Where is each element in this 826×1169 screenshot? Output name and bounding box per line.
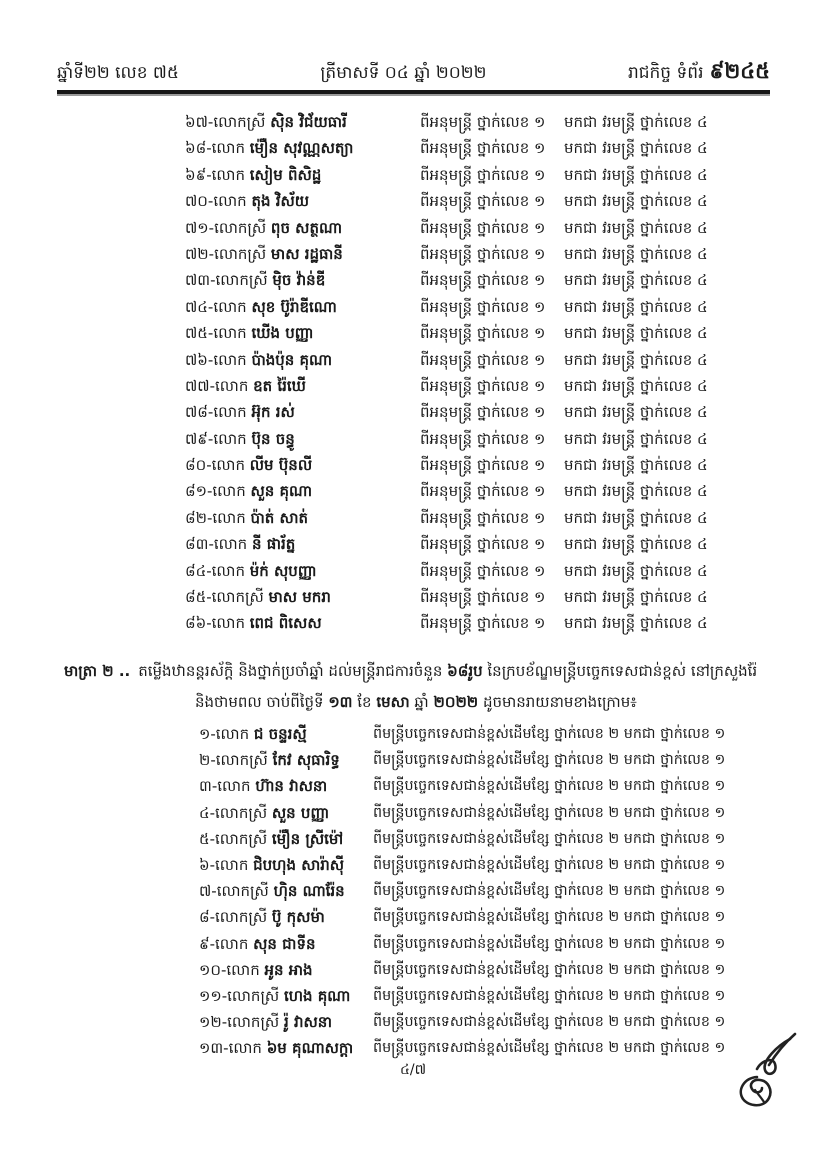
article-2-segment: ឆ្នាំ (409, 693, 434, 711)
list-item (0, 241, 826, 267)
rank-from: ពីអនុមន្ត្រី ថ្នាក់លេខ ១ (420, 561, 546, 580)
rank-from: ពីអនុមន្ត្រី ថ្នាក់លេខ ១ (420, 482, 546, 501)
rank-to: មកជា វរមន្ត្រី ថ្នាក់លេខ ៤ (564, 535, 708, 554)
rank-to: មកជា វរមន្ត្រី ថ្នាក់លេខ ៤ (564, 350, 708, 369)
person-name: មាស រដ្ឋធានី (270, 244, 343, 263)
list-item (0, 505, 826, 531)
list-item (0, 452, 826, 478)
article-2-bold-segment: ១៣ (328, 693, 353, 711)
person-entry (185, 320, 314, 346)
list-item (0, 957, 826, 983)
rank-change-description: ពីមន្ត្រីបច្ចេកទេសជាន់ខ្ពស់ដើមខ្សែ ថ្នាក់លេខ ២ មកជា ថ្នាក់លេខ ១ (373, 935, 726, 952)
person-entry (185, 558, 317, 584)
entry-number-title: ៨៤-លោក (185, 561, 250, 580)
person-entry (199, 878, 345, 904)
person-entry (185, 399, 295, 425)
entry-number-title: ៦៩-លោក (185, 165, 250, 184)
header-divider-rule (57, 90, 770, 94)
person-entry (199, 931, 316, 957)
article-2-bold-segment: ៦៨រូប (447, 662, 483, 680)
person-name: ហ៊ាន វាសនា (255, 777, 328, 796)
rank-to: មកជា វរមន្ត្រី ថ្នាក់លេខ ៤ (564, 244, 708, 263)
person-entry (185, 162, 321, 188)
person-name: ជិបហុង សារ៉ាស៊ី (253, 855, 345, 874)
rank-from: ពីអនុមន្ត្រី ថ្នាក់លេខ ១ (420, 535, 546, 554)
list-item (0, 904, 826, 930)
person-name: នី ផារ័ត្ន (251, 535, 296, 554)
person-name: ឃើង បញ្ញា (251, 324, 314, 343)
entry-number-title: ៧៣-លោកស្រី (185, 271, 273, 290)
rank-change-description: ពីមន្ត្រីបច្ចេកទេសជាន់ខ្ពស់ដើមខ្សែ ថ្នាក់លេខ ២ មកជា ថ្នាក់លេខ ១ (373, 987, 726, 1004)
rank-to: មកជា វរមន្ត្រី ថ្នាក់លេខ ៤ (564, 192, 708, 211)
entry-number-title: ៦៨-លោក (185, 139, 250, 158)
person-name: ម៉ក់ សុបញ្ញា (249, 561, 317, 580)
entry-number-title: ៧៨-លោក (185, 403, 252, 422)
list-item (0, 983, 826, 1009)
article-2-text (138, 662, 757, 711)
person-entry (199, 957, 313, 983)
person-entry (185, 452, 312, 478)
list-item (0, 773, 826, 799)
person-entry (185, 347, 332, 373)
entry-number-title: ៧៤-លោក (185, 297, 252, 316)
entry-number-title: ៣-លោក (199, 777, 256, 796)
person-name: ម៉ិច វ៉ាន់ឌី (272, 271, 326, 290)
list-item (0, 747, 826, 773)
rank-to: មកជា វរមន្ត្រី ថ្នាក់លេខ ៤ (564, 561, 708, 580)
person-entry (199, 852, 344, 878)
person-entry (185, 109, 347, 135)
entry-number-title: ១៣-លោក (199, 1039, 267, 1058)
person-name: ៦ម គុណាសក្តា (266, 1039, 354, 1058)
rank-to: មកជា វរមន្ត្រី ថ្នាក់លេខ ៤ (564, 376, 708, 395)
article-2-label: មាត្រា ២ .. (64, 662, 131, 680)
list-item (0, 826, 826, 852)
person-name: ម៉ឿន ស្រីម៉ៅ (271, 829, 344, 848)
person-name: ពេជ ពិសេស (249, 614, 322, 633)
person-name: ម៉ឿន សុវណ្ណសត្យា (249, 139, 354, 158)
header-gazette-page-number: ៩២៤៥ (709, 59, 770, 83)
rank-from: ពីអនុមន្ត្រី ថ្នាក់លេខ ១ (420, 508, 546, 527)
list-item (0, 373, 826, 399)
person-entry (185, 267, 325, 293)
person-name: សៀម ពិសិដ្ឋ (249, 165, 322, 184)
person-entry (185, 531, 295, 557)
rank-from: ពីអនុមន្ត្រី ថ្នាក់លេខ ១ (420, 192, 546, 211)
rank-from: ពីអនុមន្ត្រី ថ្នាក់លេខ ១ (420, 324, 546, 343)
list-item (0, 878, 826, 904)
entry-number-title: ៤-លោកស្រី (199, 803, 272, 822)
person-entry (185, 373, 306, 399)
rank-change-description: ពីមន្ត្រីបច្ចេកទេសជាន់ខ្ពស់ដើមខ្សែ ថ្នាក់លេខ ២ មកជា ថ្នាក់លេខ ១ (373, 909, 726, 926)
entry-number-title: ១០-លោក (199, 960, 265, 979)
list-item (0, 320, 826, 346)
person-entry (185, 135, 353, 161)
rank-from: ពីអនុមន្ត្រី ថ្នាក់លេខ ១ (420, 403, 546, 422)
person-name: សួន បញ្ញា (271, 803, 330, 822)
person-name: ហេង គុណា (283, 986, 351, 1005)
entry-number-title: ៦-លោក (199, 855, 254, 874)
person-name: ប៉ាងប៉ុន គុណា (251, 350, 333, 369)
list-item (0, 852, 826, 878)
rank-to: មកជា វរមន្ត្រី ថ្នាក់លេខ ៤ (564, 482, 708, 501)
article-2-segment: ខែ (352, 693, 377, 711)
person-name: លីម ប៊ុនលី (249, 456, 313, 475)
person-name: ស៊ិន វិជ័យធារី (270, 113, 347, 131)
article-2-bold-segment: ២០២២ (433, 693, 479, 711)
person-entry (185, 584, 331, 610)
person-name: សួន គុណា (250, 482, 313, 501)
rank-change-description: ពីមន្ត្រីបច្ចេកទេសជាន់ខ្ពស់ដើមខ្សែ ថ្នាក់លេខ ២ មកជា ថ្នាក់លេខ ១ (373, 726, 726, 742)
header-gazette-page-ref (628, 58, 770, 89)
rank-to: មកជា វរមន្ត្រី ថ្នាក់លេខ ៤ (564, 271, 708, 290)
rank-to: មកជា វរមន្ត្រី ថ្នាក់លេខ ៤ (564, 139, 708, 158)
person-name: ឧត រ៉ៃឃើ (253, 376, 306, 395)
person-name: ហ៊ិន ណារ៉ែន (273, 882, 345, 901)
rank-from: ពីអនុមន្ត្រី ថ្នាក់លេខ ១ (420, 429, 546, 448)
rank-from: ពីអនុមន្ត្រី ថ្នាក់លេខ ១ (420, 244, 546, 263)
person-entry (185, 478, 312, 504)
person-name: អ៊ុក រស់ (251, 403, 295, 422)
rank-from: ពីអនុមន្ត្រី ថ្នាក់លេខ ១ (420, 271, 546, 290)
rank-from: ពីអនុមន្ត្រី ថ្នាក់លេខ ១ (420, 456, 546, 475)
entry-number-title: ៧-លោកស្រី (199, 882, 274, 901)
entry-number-title: ៨៦-លោក (185, 614, 250, 633)
list-item (0, 721, 826, 747)
person-name: សុខ ប៊ូរ៉ាឌីណោ (251, 297, 337, 316)
person-entry (199, 1009, 332, 1035)
person-entry (185, 610, 322, 636)
person-name: ប៊ុន ចន្ធូ (251, 429, 295, 448)
list-item (0, 558, 826, 584)
article-2-segment: ដូចមានរាយនាមខាងក្រោម៖ (478, 693, 637, 711)
list-item (0, 267, 826, 293)
entry-number-title: ៨២-លោក (185, 508, 251, 527)
person-entry (185, 241, 343, 267)
article-2-segment: នៃក្របខ័ណ្ឌមន្ត្រីបច្ចេកទេសជាន់ខ្ពស់ នៅក្រសួងរ៉ែ និងថាមពល ចាប់ពីថ្ងៃទី (195, 662, 758, 711)
rank-to: មកជា វរមន្ត្រី ថ្នាក់លេខ ៤ (564, 218, 708, 237)
entry-number-title: ២-លោកស្រី (199, 751, 273, 770)
list-item (0, 188, 826, 214)
person-entry (199, 904, 325, 930)
list-item (0, 478, 826, 504)
entry-number-title: ៧៧-លោក (185, 376, 254, 395)
rank-to: មកជា វរមន្ត្រី ថ្នាក់លេខ ៤ (564, 588, 708, 607)
person-name: ប៉ាត់ សាត់ (250, 508, 309, 527)
person-entry (185, 188, 309, 214)
rank-change-description: ពីមន្ត្រីបច្ចេកទេសជាន់ខ្ពស់ដើមខ្សែ ថ្នាក់លេខ ២ មកជា ថ្នាក់លេខ ១ (373, 830, 726, 847)
entry-number-title: ៥-លោកស្រី (199, 829, 272, 848)
list-item (0, 800, 826, 826)
rank-to: មកជា វរមន្ត្រី ថ្នាក់លេខ ៤ (564, 456, 708, 475)
entry-number-title: ៨-លោកស្រី (199, 908, 272, 927)
person-name: អូន អាង (264, 960, 313, 979)
person-name: មាស មករា (268, 588, 331, 607)
rank-to: មកជា វរមន្ត្រី ថ្នាក់លេខ ៤ (564, 324, 708, 343)
rank-from: ពីអនុមន្ត្រី ថ្នាក់លេខ ១ (420, 588, 546, 607)
promotion-list-2 (0, 721, 826, 1061)
person-entry (199, 826, 343, 852)
list-item (0, 931, 826, 957)
person-name: ជ ចន្ទរស្មី (253, 725, 307, 743)
rank-from: ពីអនុមន្ត្រី ថ្នាក់លេខ ១ (420, 165, 546, 184)
person-entry (185, 505, 308, 531)
rank-change-description: ពីមន្ត្រីបច្ចេកទេសជាន់ខ្ពស់ដើមខ្សែ ថ្នាក់លេខ ២ មកជា ថ្នាក់លេខ ១ (373, 778, 726, 795)
list-item (0, 610, 826, 636)
rank-from: ពីអនុមន្ត្រី ថ្នាក់លេខ ១ (420, 376, 546, 395)
person-entry (199, 773, 327, 799)
rank-to: មកជា វរមន្ត្រី ថ្នាក់លេខ ៤ (564, 165, 708, 184)
rank-change-description: ពីមន្ត្រីបច្ចេកទេសជាន់ខ្ពស់ដើមខ្សែ ថ្នាក់លេខ ២ មកជា ថ្នាក់លេខ ១ (373, 883, 726, 900)
list-item (0, 109, 826, 135)
entry-number-title: ៧៥-លោក (185, 324, 252, 343)
list-item (0, 531, 826, 557)
person-entry (185, 294, 337, 320)
list-item (0, 1035, 826, 1061)
header-quarter-year: ត្រីមាសទី ០៤ ឆ្នាំ ២០២២ (320, 63, 487, 83)
entry-number-title: ៧១-លោកស្រី (185, 218, 271, 237)
entry-number-title: ៦៧-លោកស្រី (185, 113, 271, 131)
article-2-bold-segment: មេសា (376, 693, 410, 711)
list-item (0, 215, 826, 241)
list-item (0, 135, 826, 161)
person-entry (199, 721, 307, 747)
person-name: សុន ជាទីន (253, 934, 316, 953)
rank-from: ពីអនុមន្ត្រី ថ្នាក់លេខ ១ (420, 139, 546, 158)
entry-number-title: ១២-លោកស្រី (199, 1013, 284, 1032)
entry-number-title: ៩-លោក (199, 934, 254, 953)
article-2-paragraph (64, 656, 778, 718)
header-year-issue: ឆ្នាំទី២២ លេខ ៧៥ (57, 63, 179, 83)
list-item (0, 1009, 826, 1035)
page-header (57, 58, 770, 89)
entry-number-title: ៧៩-លោក (185, 429, 252, 448)
person-entry (199, 983, 350, 1009)
entry-number-title: ៧០-លោក (185, 192, 252, 211)
rank-change-description: ពីមន្ត្រីបច្ចេកទេសជាន់ខ្ពស់ដើមខ្សែ ថ្នាក់លេខ ២ មកជា ថ្នាក់លេខ ១ (373, 804, 726, 821)
entry-number-title: ១-លោក (199, 725, 254, 743)
handwritten-initial-signature (731, 1030, 803, 1120)
list-item (0, 399, 826, 425)
list-item (0, 584, 826, 610)
entry-number-title: ១១-លោកស្រី (199, 986, 284, 1005)
person-name: ពុច សត្ថណា (270, 218, 343, 237)
list-item (0, 347, 826, 373)
rank-from: ពីអនុមន្ត្រី ថ្នាក់លេខ ១ (420, 297, 546, 316)
entry-number-title: ៨៥-លោកស្រី (185, 588, 269, 607)
rank-to: មកជា វរមន្ត្រី ថ្នាក់លេខ ៤ (564, 429, 708, 448)
article-2-segment: តម្លើងឋានន្តរស័ក្តិ និងថ្នាក់ប្រចាំឆ្នាំ ដល់មន្ត្រីរាជការចំនួន (138, 662, 448, 680)
list-item (0, 162, 826, 188)
rank-change-description: ពីមន្ត្រីបច្ចេកទេសជាន់ខ្ពស់ដើមខ្សែ ថ្នាក់លេខ ២ មកជា ថ្នាក់លេខ ១ (373, 856, 726, 873)
person-entry (199, 747, 340, 773)
promotion-list-1 (0, 109, 826, 637)
entry-number-title: ៧៦-លោក (185, 350, 252, 369)
entry-number-title: ៨៣-លោក (185, 535, 252, 554)
person-name: ប៊ូ កុសម៉ា (271, 908, 325, 927)
person-entry (199, 1035, 353, 1061)
list-item (0, 294, 826, 320)
rank-change-description: ពីមន្ត្រីបច្ចេកទេសជាន់ខ្ពស់ដើមខ្សែ ថ្នាក់លេខ ២ មកជា ថ្នាក់លេខ ១ (373, 1014, 726, 1031)
entry-number-title: ៨១-លោក (185, 482, 251, 501)
person-entry (185, 426, 295, 452)
entry-number-title: ៧២-លោកស្រី (185, 244, 271, 263)
person-name: កែវ សុធារិទ្ធ (272, 751, 340, 770)
person-name: តុង វិស័យ (251, 192, 310, 211)
entry-number-title: ៨០-លោក (185, 456, 250, 475)
rank-to: មកជា វរមន្ត្រី ថ្នាក់លេខ ៤ (564, 403, 708, 422)
list-item (0, 426, 826, 452)
rank-change-description: ពីមន្ត្រីបច្ចេកទេសជាន់ខ្ពស់ដើមខ្សែ ថ្នាក់លេខ ២ មកជា ថ្នាក់លេខ ១ (373, 1040, 726, 1057)
rank-from: ពីអនុមន្ត្រី ថ្នាក់លេខ ១ (420, 113, 546, 131)
page-number: ៤/៧ (399, 1062, 427, 1078)
rank-from: ពីអនុមន្ត្រី ថ្នាក់លេខ ១ (420, 218, 546, 237)
person-entry (199, 800, 329, 826)
rank-from: ពីអនុមន្ត្រី ថ្នាក់លេខ ១ (420, 614, 546, 633)
rank-to: មកជា វរមន្ត្រី ថ្នាក់លេខ ៤ (564, 297, 708, 316)
rank-to: មកជា វរមន្ត្រី ថ្នាក់លេខ ៤ (564, 113, 708, 131)
person-name: រ៉ូ វាសនា (283, 1013, 333, 1032)
rank-change-description: ពីមន្ត្រីបច្ចេកទេសជាន់ខ្ពស់ដើមខ្សែ ថ្នាក់លេខ ២ មកជា ថ្នាក់លេខ ១ (373, 961, 726, 978)
person-entry (185, 215, 342, 241)
rank-to: មកជា វរមន្ត្រី ថ្នាក់លេខ ៤ (564, 614, 708, 633)
rank-change-description: ពីមន្ត្រីបច្ចេកទេសជាន់ខ្ពស់ដើមខ្សែ ថ្នាក់លេខ ២ មកជា ថ្នាក់លេខ ១ (373, 752, 726, 769)
rank-from: ពីអនុមន្ត្រី ថ្នាក់លេខ ១ (420, 350, 546, 369)
rank-to: មកជា វរមន្ត្រី ថ្នាក់លេខ ៤ (564, 508, 708, 527)
header-gazette-label: រាជកិច្ច ទំព័រ (627, 63, 704, 83)
